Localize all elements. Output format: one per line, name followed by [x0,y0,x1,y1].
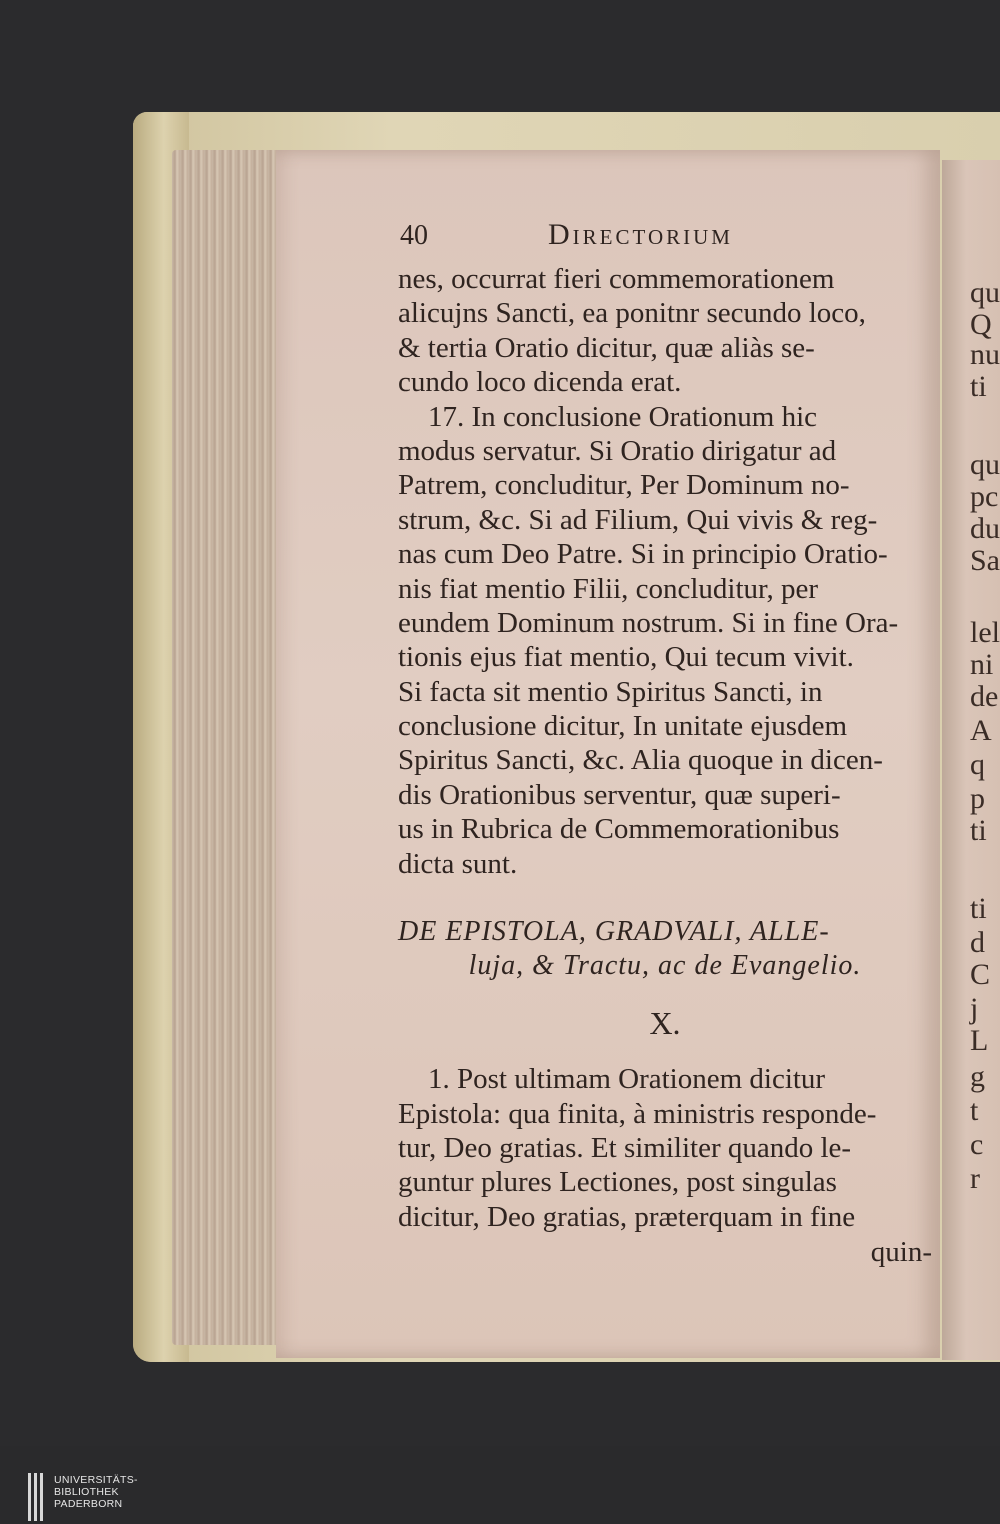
facing-page-fragment: qu [970,448,1000,481]
facing-page-fragment: j [970,992,979,1025]
text-line: nis fiat mentio Filii, concluditur, per [398,572,819,605]
facing-page-fragment: de [970,680,999,713]
text-line: 1. Post ultimam Orationem dicitur [428,1063,826,1096]
page-text [398,214,932,1270]
text-line: Patrem, concluditur, Per Dominum no- [398,469,850,502]
facing-page-fragment: d [970,926,985,959]
facing-page-fragment: t [970,1094,979,1127]
text-line: dicitur, Deo gratias, præterquam in fine [398,1200,856,1233]
facing-page-fragment: du [970,512,1000,545]
facing-page-fragment: c [970,1128,984,1161]
section-heading [398,915,932,984]
facing-page-fragment: L [970,1024,989,1057]
paragraph-intro [398,262,932,400]
page-number: 40 [400,220,428,251]
facing-page-fragment: ti [970,892,987,925]
section-number: X. [649,1004,681,1041]
logo-line: PADERBORN [54,1498,123,1510]
library-logo-text [54,1474,138,1510]
running-head [398,214,932,262]
text-line: eundem Dominum nostrum. Si in fine Ora- [398,606,899,639]
facing-page-fragment: pc [970,480,999,513]
text-line: & tertia Oratio dicitur, quæ aliàs se- [398,331,815,364]
running-title: Directorium [548,218,733,251]
text-line: 17. In conclusione Orationum hic [428,400,817,433]
facing-page-fragment: A [970,714,992,747]
page-edges [172,150,292,1345]
facing-page-fragment: g [970,1060,985,1093]
facing-page-fragment: r [970,1162,980,1195]
text-line: cundo loco dicenda erat. [398,366,682,399]
facing-page-fragment: q [970,748,985,781]
heading-line: luja, & Tractu, ac de Evangelio. [468,950,862,982]
catchword: quin- [870,1236,932,1269]
text-line: modus servatur. Si Oratio dirigatur ad [398,434,837,467]
text-line: tionis ejus fiat mentio, Qui tecum vivit. [398,641,854,674]
logo-line: UNIVERSITÄTS- [54,1474,138,1486]
facing-page-fragment: Q [970,308,992,341]
heading-line: DE EPISTOLA, GRADVALI, ALLE- [398,916,830,948]
text-line: nas cum Deo Patre. Si in principio Oratio- [398,538,888,571]
footer-bar [0,1446,1000,1524]
facing-page-fragment: ti [970,814,987,847]
paragraph-17 [398,400,932,881]
facing-page-fragment: C [970,958,991,991]
facing-page-fragment: nu [970,338,1000,371]
facing-page-fragment: ti [970,370,987,403]
text-line: Epistola: qua finita, à ministris responde- [398,1097,877,1130]
text-line: dis Orationibus serventur, quæ superi- [398,778,841,811]
library-logo-icon [28,1473,46,1521]
facing-page-fragment: p [970,782,985,815]
text-line: Si facta sit mentio Spiritus Sancti, in [398,675,823,708]
text-line: strum, &c. Si ad Filium, Qui vivis & reg- [398,503,878,536]
text-line: conclusione dicitur, In unitate ejusdem [398,710,848,743]
facing-page-fragment: lel [970,616,1000,649]
text-line: dicta sunt. [398,847,518,880]
text-line: us in Rubrica de Commemorationibus [398,813,840,846]
text-line: guntur plures Lectiones, post singulas [398,1166,837,1199]
facing-page [942,160,1000,1360]
text-line: tur, Deo gratias. Et similiter quando le- [398,1131,852,1164]
paragraph-x-1 [398,1062,932,1234]
text-line: Spiritus Sancti, &c. Alia quoque in dicen- [398,744,883,777]
facing-page-fragment: Sa [970,544,1000,577]
facing-page-fragment: qu [970,276,1000,309]
logo-line: BIBLIOTHEK [54,1486,119,1498]
text-line: alicujns Sancti, ea ponitnr secundo loco, [398,297,866,330]
facing-page-fragment: ni [970,648,994,681]
text-line: nes, occurrat fieri commemorationem [398,263,835,295]
